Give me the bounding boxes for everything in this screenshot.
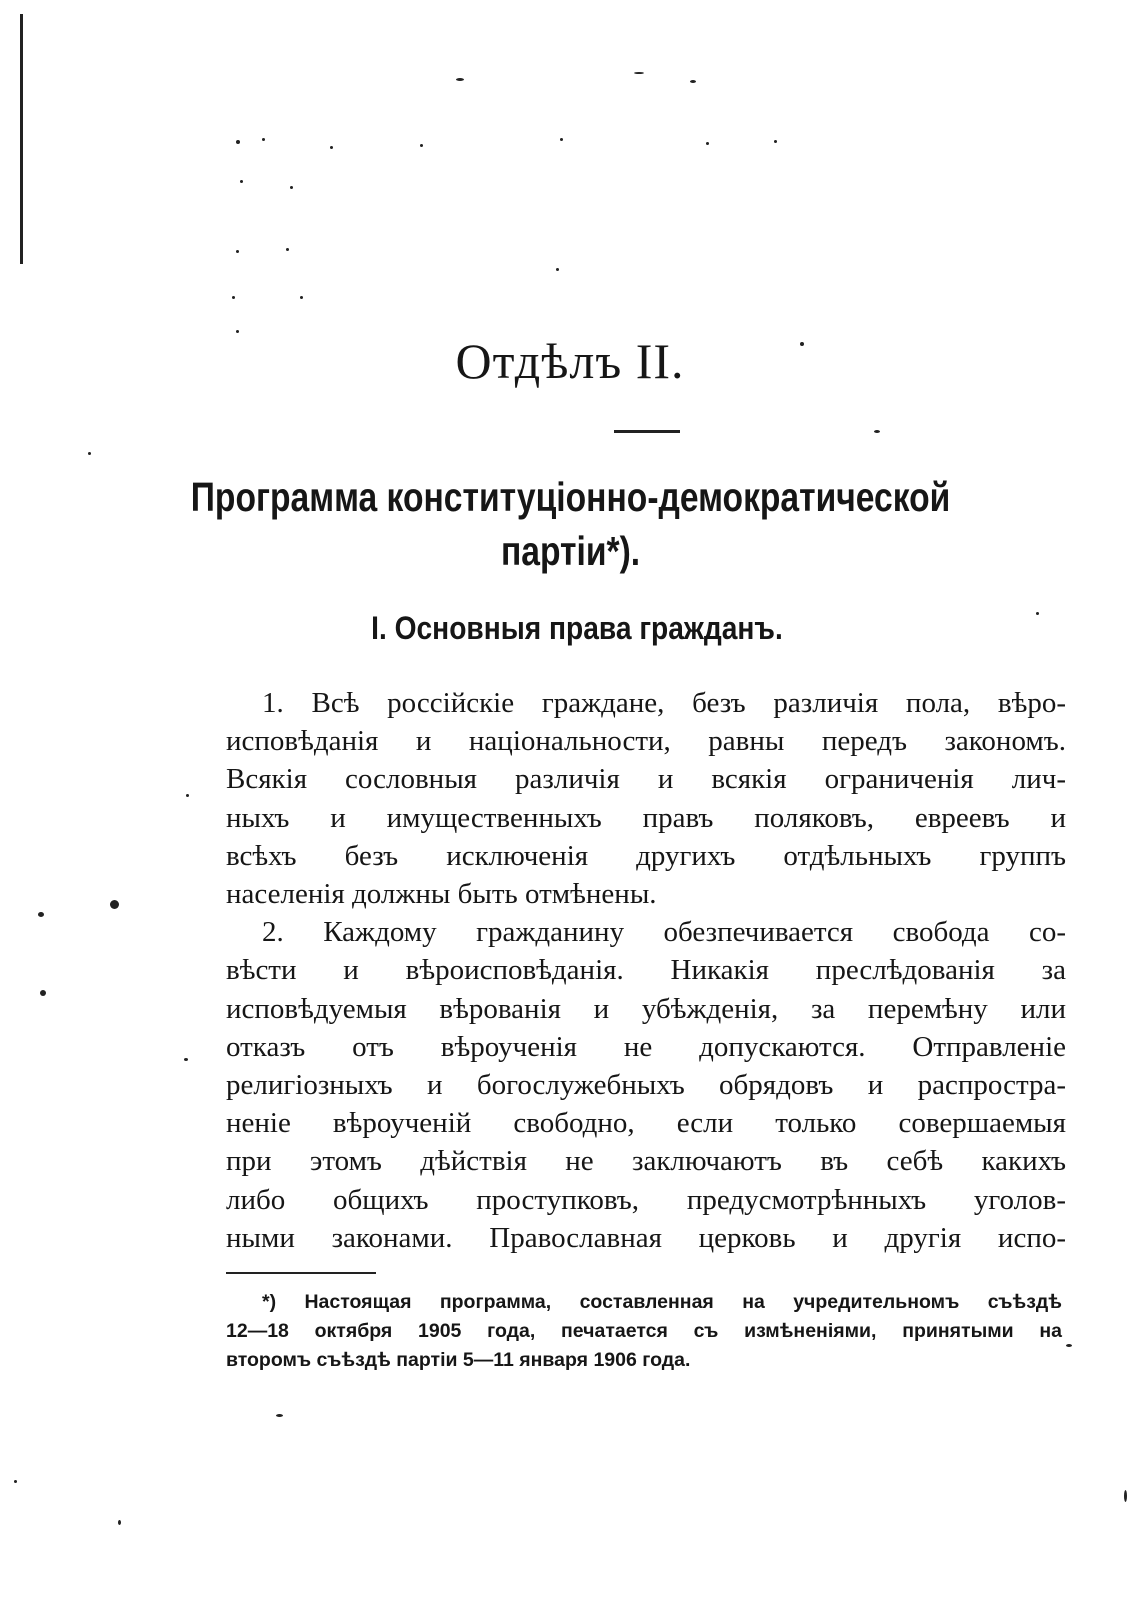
text-line: ныхъ и имущественныхъ правъ поляковъ, евреевъ и bbox=[226, 801, 1066, 834]
speck bbox=[184, 1058, 188, 1061]
speck bbox=[560, 138, 563, 141]
text-line: населенія должны быть отмѣнены. bbox=[226, 878, 657, 911]
speck bbox=[290, 186, 293, 189]
title-divider bbox=[614, 430, 680, 433]
text-line: вѣсти и вѣроисповѣданія. Никакія преслѣдованія за bbox=[226, 954, 1066, 987]
speck bbox=[262, 138, 265, 141]
page-edge-rule bbox=[20, 14, 23, 264]
section-title: Отдѣлъ II. bbox=[455, 333, 685, 389]
text-line: при этомъ дѣйствія не заключаютъ въ себѣ какихъ bbox=[226, 1145, 1066, 1178]
speck bbox=[14, 1480, 17, 1483]
speck bbox=[874, 430, 880, 433]
speck bbox=[300, 296, 303, 299]
footnote-line: второмъ съѣздѣ партіи 5—11 января 1906 года. bbox=[226, 1349, 691, 1371]
speck bbox=[236, 250, 239, 253]
program-title-line: Программа конституціонно-демократической bbox=[190, 474, 951, 520]
text-line: исповѣданія и національности, равны передъ закономъ. bbox=[226, 725, 1066, 758]
speck bbox=[774, 140, 777, 143]
speck bbox=[118, 1520, 121, 1525]
speck bbox=[236, 140, 240, 144]
text-line: религіозныхъ и богослужебныхъ обрядовъ и распростра- bbox=[226, 1069, 1066, 1102]
program-title bbox=[103, 470, 1038, 578]
speck bbox=[634, 72, 644, 74]
program-title-line: партіи*). bbox=[500, 528, 641, 574]
speck bbox=[40, 990, 46, 996]
footnote-line: 12—18 октября 1905 года, печатается съ измѣненіями, принятыми на bbox=[226, 1320, 1062, 1342]
speck bbox=[1066, 1344, 1072, 1347]
speck bbox=[186, 794, 189, 797]
chapter-title: I. Основныя права гражданъ. bbox=[371, 610, 783, 646]
text-line: 1. Всѣ россійскіе граждане, безъ различія пола, вѣро- bbox=[262, 687, 1066, 719]
speck bbox=[276, 1414, 283, 1417]
speck bbox=[1124, 1490, 1127, 1502]
text-line: отказъ отъ вѣроученія не допускаются. Отправленіе bbox=[226, 1030, 1066, 1063]
text-line: ными законами. Православная церковь и другія испо- bbox=[226, 1221, 1066, 1254]
footnote-divider bbox=[226, 1272, 376, 1274]
footnote-line: *) Настоящая программа, составленная на учредительномъ съѣздѣ bbox=[262, 1291, 1062, 1313]
text-line: неніе вѣроученій свободно, если только совершаемыя bbox=[226, 1107, 1066, 1140]
speck bbox=[38, 912, 44, 917]
text-line: Всякія сословныя различія и всякія ограниченія лич- bbox=[226, 763, 1066, 796]
speck bbox=[330, 146, 333, 149]
speck bbox=[240, 180, 243, 183]
speck bbox=[110, 900, 119, 909]
body-text bbox=[226, 684, 1066, 1257]
speck bbox=[690, 80, 696, 83]
speck bbox=[706, 142, 709, 145]
text-line: либо общихъ проступковъ, предусмотрѣнныхъ уголов- bbox=[226, 1183, 1066, 1216]
speck bbox=[232, 296, 235, 299]
footnote bbox=[226, 1288, 1062, 1375]
speck bbox=[286, 248, 289, 251]
speck bbox=[420, 144, 423, 147]
speck bbox=[556, 268, 559, 271]
speck bbox=[88, 452, 91, 455]
text-line: исповѣдуемыя вѣрованія и убѣжденія, за перемѣну или bbox=[226, 992, 1066, 1025]
speck bbox=[456, 78, 464, 81]
text-line: всѣхъ безъ исключенія другихъ отдѣльныхъ группъ bbox=[226, 839, 1066, 872]
text-line: 2. Каждому гражданину обезпечивается свобода со- bbox=[262, 916, 1066, 949]
